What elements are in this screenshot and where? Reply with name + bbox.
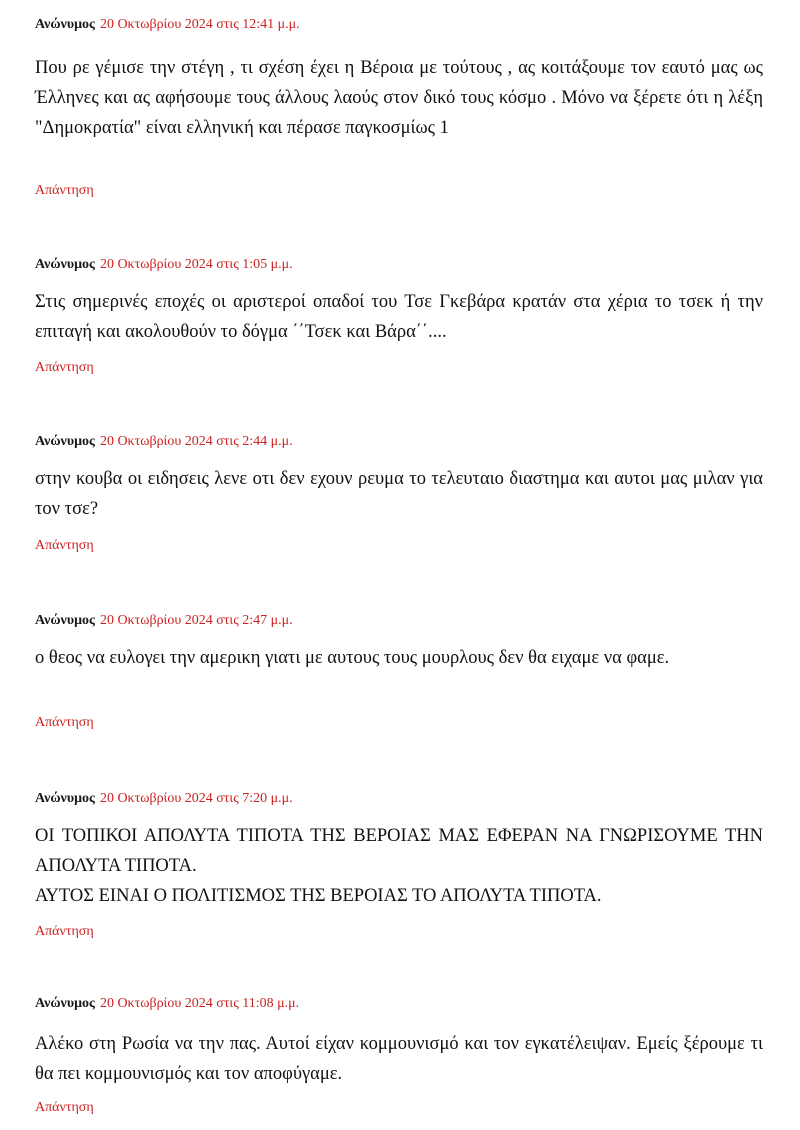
comment-3 xyxy=(35,434,763,553)
reply-link[interactable]: Απάντηση xyxy=(35,360,94,375)
comment-5 xyxy=(35,791,763,939)
comment-text: Στις σημερινές εποχές οι αριστεροί οπαδοί του Τσε Γκεβάρα κρατάν στα χέρια το τσεκ ή την επιταγή και ακολουθούν το δόγμα ΄΄Τσεκ και Βάρα΄΄.... xyxy=(35,292,763,342)
reply-link[interactable]: Απάντηση xyxy=(35,538,94,553)
comment-author: Ανώνυμος xyxy=(35,996,95,1011)
comment-2 xyxy=(35,257,763,375)
comment-6 xyxy=(35,996,763,1115)
reply-link[interactable]: Απάντηση xyxy=(35,924,94,939)
comment-date-link[interactable]: 20 Οκτωβρίου 2024 στις 2:44 μ.μ. xyxy=(99,434,293,449)
comment-header xyxy=(35,257,763,273)
comment-date-link[interactable]: 20 Οκτωβρίου 2024 στις 11:08 μ.μ. xyxy=(99,996,300,1011)
comment-author: Ανώνυμος xyxy=(35,17,95,32)
comment-author: Ανώνυμος xyxy=(35,434,95,449)
comment-header xyxy=(35,613,763,629)
comment-text: Αλέκο στη Ρωσία να την πας. Αυτοί είχαν κομμουνισμό και τον εγκατέλειψαν. Εμείς ξέρουμε τι θα πει κομμουνισμός και τον αποφύγαμε. xyxy=(35,1034,763,1084)
comment-author: Ανώνυμος xyxy=(35,257,95,272)
comment-author: Ανώνυμος xyxy=(35,613,95,628)
comment-text: στην κουβα οι ειδησεις λενε οτι δεν εχουν ρευμα το τελευταιο διαστημα και αυτοι μας μιλαν για τον τσε? xyxy=(35,469,763,519)
comment-1 xyxy=(35,17,763,198)
comment-header xyxy=(35,996,763,1012)
comment-header xyxy=(35,791,763,807)
reply-link[interactable]: Απάντηση xyxy=(35,1100,94,1115)
comment-text: ο θεος να ευλογει την αμερικη γιατι με αυτους τους μουρλους δεν θα ειχαμε να φαμε. xyxy=(35,648,670,668)
comment-text: Που ρε γέμισε την στέγη , τι σχέση έχει η Βέροια με τούτους , ας κοιτάξουμε τον εαυτό μας ως Έλληνες και ας αφήσουμε τους άλλους λαούς στον δικό τους κόσμο . Μόνο να ξέρετε ότι η λέξη "Δημοκρατία" είναι ελληνική και πέρασε παγκοσμίως 1 xyxy=(35,58,763,138)
comment-date-link[interactable]: 20 Οκτωβρίου 2024 στις 2:47 μ.μ. xyxy=(99,613,293,628)
reply-link[interactable]: Απάντηση xyxy=(35,183,94,198)
comment-date-link[interactable]: 20 Οκτωβρίου 2024 στις 12:41 μ.μ. xyxy=(99,17,300,32)
comment-header xyxy=(35,434,763,450)
comment-date-link[interactable]: 20 Οκτωβρίου 2024 στις 1:05 μ.μ. xyxy=(99,257,293,272)
comment-date-link[interactable]: 20 Οκτωβρίου 2024 στις 7:20 μ.μ. xyxy=(99,791,293,806)
reply-link[interactable]: Απάντηση xyxy=(35,715,94,730)
comment-text: ΟΙ ΤΟΠΙΚΟΙ ΑΠΟΛΥΤΑ ΤΙΠΟΤΑ ΤΗΣ ΒΕΡΟΙΑΣ ΜΑΣ ΕΦΕΡΑΝ ΝΑ ΓΝΩΡΙΣΟΥΜΕ ΤΗΝ ΑΠΟΛΥΤΑ ΤΙΠΟΤΑ. ΑΥΤΟΣ ΕΙΝΑΙ Ο ΠΟΛΙΤΙΣΜΟΣ ΤΗΣ ΒΕΡΟΙΑΣ ΤΟ ΑΠΟΛΥΤΑ ΤΙΠΟΤΑ. xyxy=(35,826,763,906)
comment-author: Ανώνυμος xyxy=(35,791,95,806)
comment-4 xyxy=(35,613,763,730)
comment-header xyxy=(35,17,763,33)
